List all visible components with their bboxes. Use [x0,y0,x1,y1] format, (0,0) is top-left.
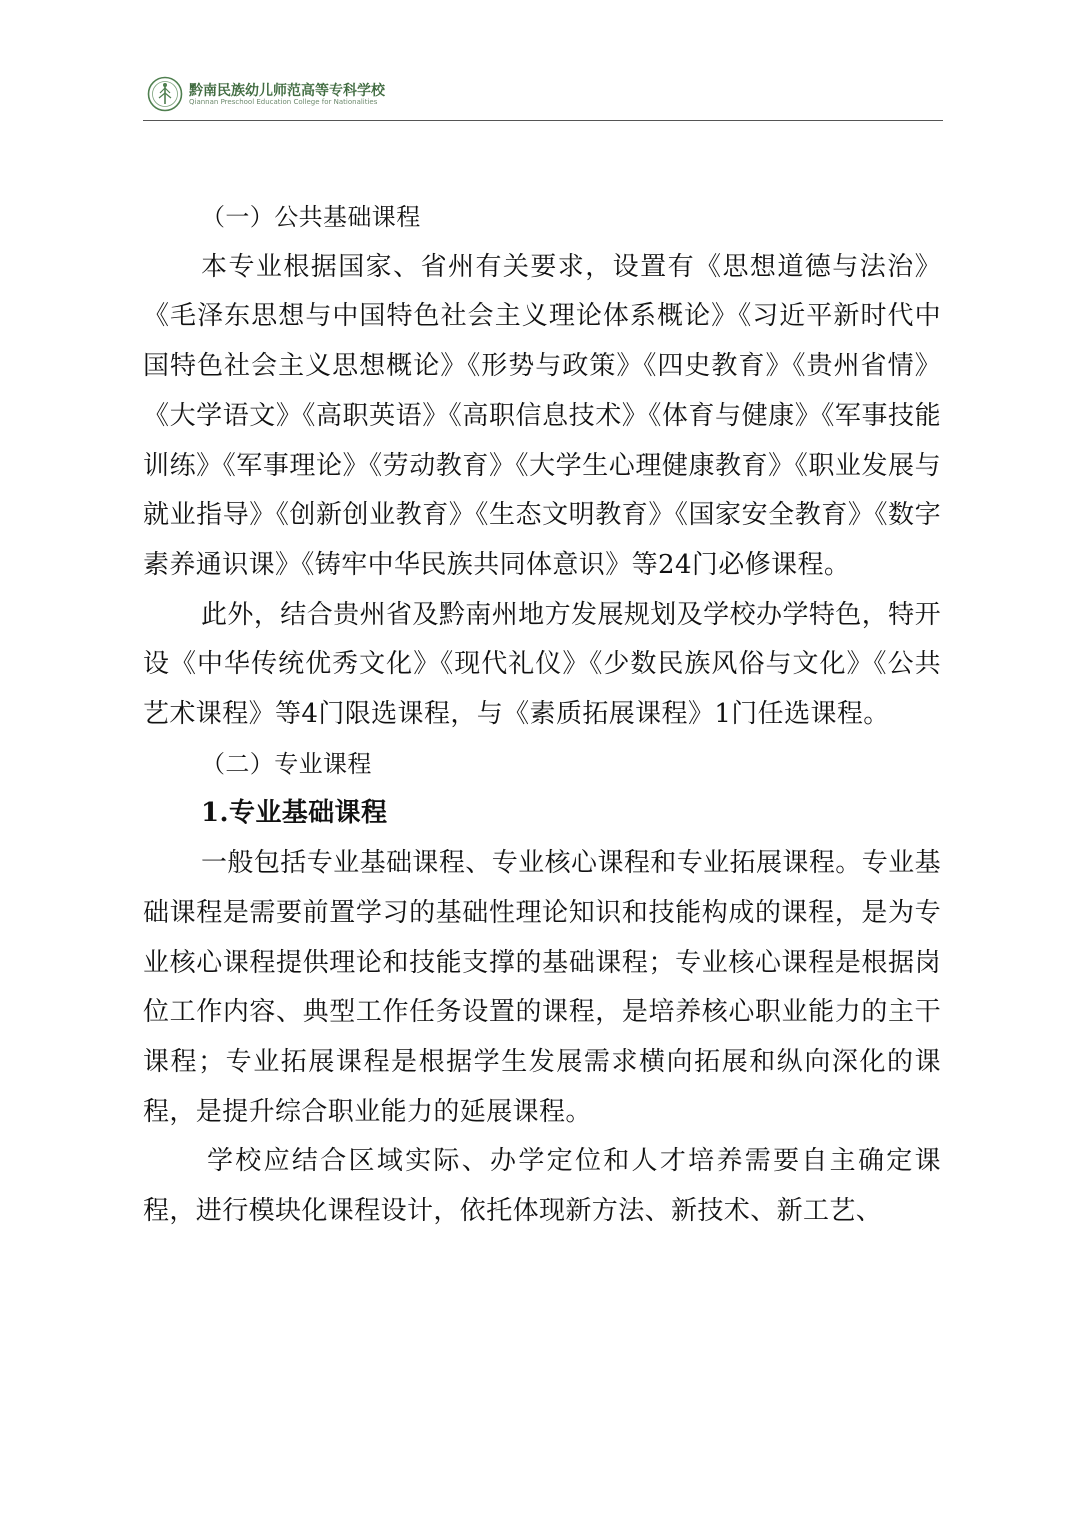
page-header [143,70,943,122]
school-name-en: Qiannan Preschool Education College for Nationalities [189,98,378,106]
header-divider [143,120,943,121]
elective-courses-paragraph: 此外，结合贵州省及黔南州地方发展规划及学校办学特色，特开设《中华传统优秀文化》《现代礼仪》《少数民族风俗与文化》《公共艺术课程》等4门限选课程，与《素质拓展课程》1门任选课程。 [143,599,941,730]
document-body [143,193,941,1237]
major-basic-courses-heading: 1.专业基础课程 [201,798,388,829]
course-design-paragraph: 学校应结合区域实际、办学定位和人才培养需要自主确定课程，进行模块化课程设计，依托体现新方法、新技术、新工艺、 [143,1146,941,1227]
school-name-cn: 黔南民族幼儿师范高等专科学校 [189,83,385,99]
school-logo-icon [147,76,183,112]
public-courses-heading: （一）公共基础课程 [201,203,421,231]
major-courses-heading: （二）专业课程 [201,749,372,778]
major-courses-paragraph: 一般包括专业基础课程、专业核心课程和专业拓展课程。专业基础课程是需要前置学习的基础性理论知识和技能构成的课程，是为专业核心课程提供理论和技能支撑的基础课程；专业核心课程是根据岗位工作内容、典型工作任务设置的课程，是培养核心职业能力的主干课程；专业拓展课程是根据学生发展需求横向拓展和纵向深化的课程，是提升综合职业能力的延展课程。 [143,848,941,1127]
public-courses-paragraph: 本专业根据国家、省州有关要求，设置有《思想道德与法治》《毛泽东思想与中国特色社会主义理论体系概论》《习近平新时代中国特色社会主义思想概论》《形势与政策》《四史教育》《贵州省情》《大学语文》《高职英语》《高职信息技术》《体育与健康》《军事技能训练》《军事理论》《劳动教育》《大学生心理健康教育》《职业发展与就业指导》《创新创业教育》《生态文明教育》《国家安全教育》《数字素养通识课》《铸牢中华民族共同体意识》等24门必修课程。 [143,251,941,580]
